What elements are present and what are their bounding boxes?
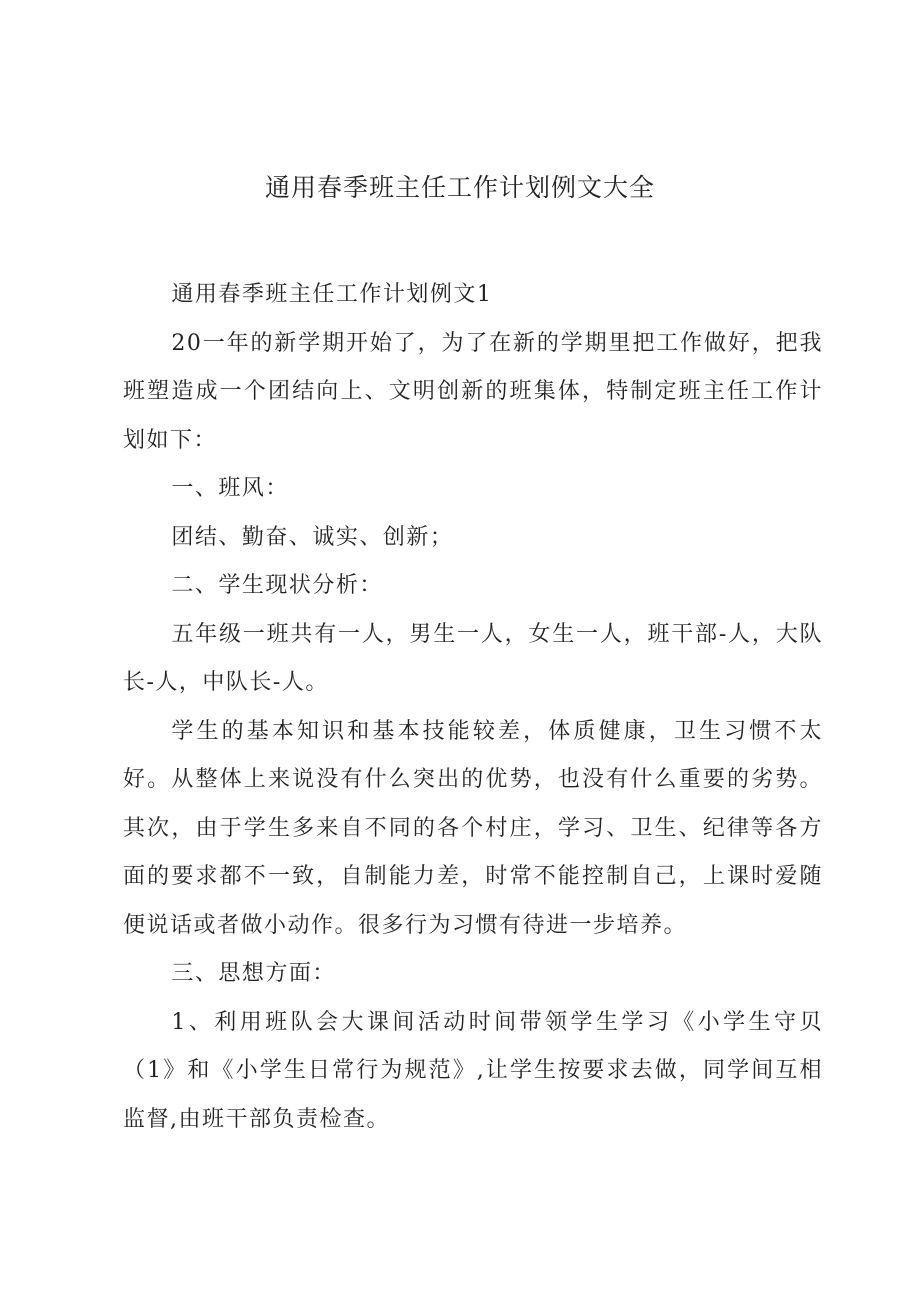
section-heading: 三、思想方面： — [171, 961, 336, 986]
paragraph: 学生的基本知识和基本技能较差，体质健康，卫生习惯不太好。从整体上来说没有什么突出的优势，也没有什么重要的劣势。其次，由于学生多来自不同的各个村庄，学习、卫生、纪律等各方面的要求都不一致，自制能力差，时常不能控制自己，上课时爱随便说话或者做小动作。很多行为习惯有待进一步培养。 — [123, 718, 823, 938]
document-body — [123, 271, 823, 1144]
document-title: 通用春季班主任工作计划例文大全 — [264, 173, 655, 202]
section-heading: 一、班风： — [171, 476, 289, 501]
paragraph: 1、利用班队会大课间活动时间带领学生学习《小学生守贝（1》和《小学生日常行为规范》,让学生按要求去做，同学间互相监督,由班干部负责检查。 — [123, 1009, 823, 1132]
paragraph: 团结、勤奋、诚实、创新； — [171, 524, 454, 550]
section-heading: 二、学生现状分析： — [171, 573, 383, 598]
paragraph: 20一年的新学期开始了，为了在新的学期里把工作做好，把我班塑造成一个团结向上、文明创新的班集体，特制定班主任工作计划如下： — [123, 330, 823, 453]
paragraph: 五年级一班共有一人，男生一人，女生一人，班干部-人，大队长-人，中队长-人。 — [123, 621, 823, 695]
section-heading: 通用春季班主任工作计划例文1 — [171, 282, 493, 307]
